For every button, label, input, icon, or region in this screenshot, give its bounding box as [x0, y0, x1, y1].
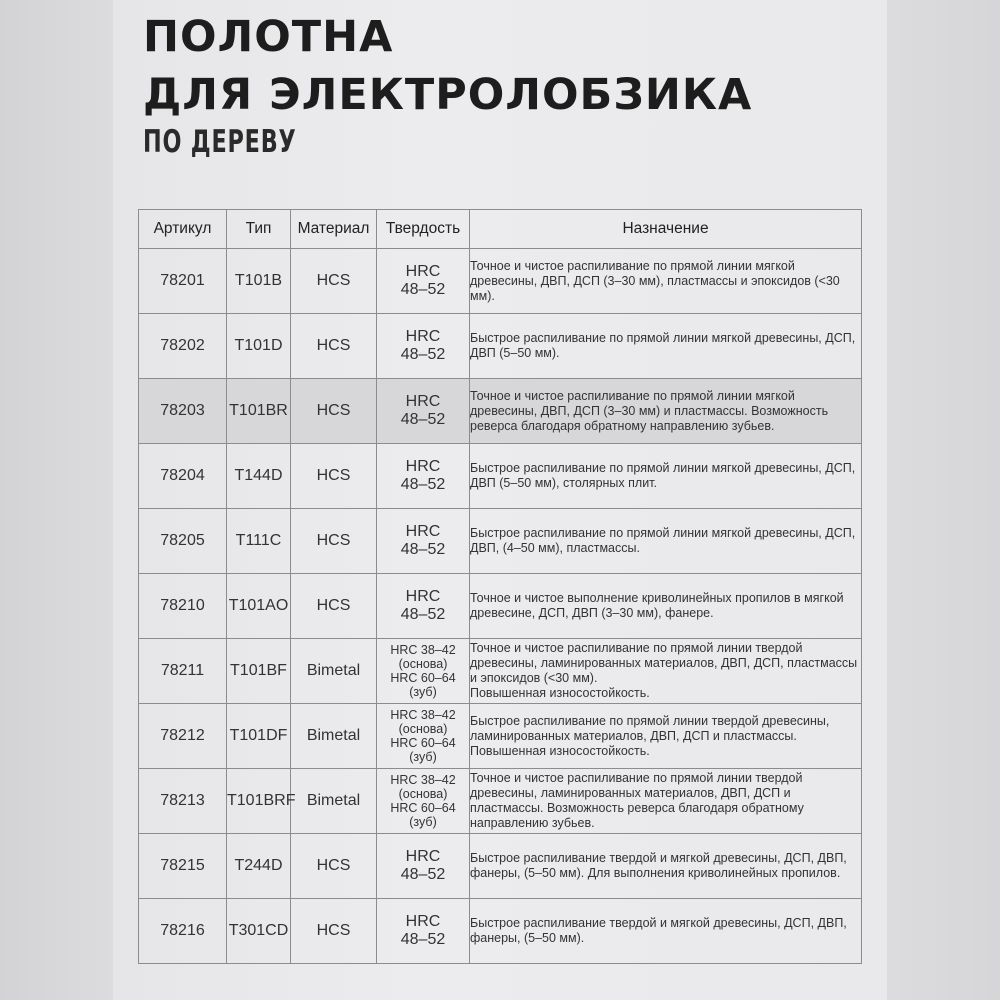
type-cell: T101BRF — [227, 769, 291, 834]
material-cell: HCS — [291, 444, 377, 509]
article-cell: 78216 — [139, 899, 227, 964]
material-cell: HCS — [291, 314, 377, 379]
table-row — [139, 444, 862, 509]
type-cell: T101BF — [227, 639, 291, 704]
purpose-cell — [470, 639, 862, 704]
blades-table — [138, 209, 862, 964]
purpose-cell: Точное и чистое выполнение криволинейных пропилов в мягкой древесине, ДСП, ДВП (3–30 мм), фанере. — [470, 574, 862, 639]
hardness-cell — [377, 314, 470, 379]
material-cell: HCS — [291, 899, 377, 964]
hardness-text: HRC 38–42 (основа) HRC 60–64 (зуб) — [390, 773, 456, 829]
article-cell: 78205 — [139, 509, 227, 574]
purpose-cell: Быстрое распиливание по прямой линии мягкой древесины, ДСП, ДВП, (4–50 мм), пластмассы. — [470, 509, 862, 574]
hardness-text: HRC 38–42 (основа) HRC 60–64 (зуб) — [390, 708, 456, 764]
table-header-row — [139, 210, 862, 249]
material-cell: HCS — [291, 574, 377, 639]
material-cell: HCS — [291, 509, 377, 574]
table-row — [139, 314, 862, 379]
column-header-material: Материал — [291, 210, 377, 249]
type-cell: T101D — [227, 314, 291, 379]
table-row — [139, 639, 862, 704]
type-cell: T301CD — [227, 899, 291, 964]
type-cell: T111C — [227, 509, 291, 574]
hardness-cell — [377, 574, 470, 639]
article-cell: 78213 — [139, 769, 227, 834]
material-cell: Bimetal — [291, 639, 377, 704]
background-left — [0, 0, 113, 1000]
hardness-cell — [377, 444, 470, 509]
table-row — [139, 574, 862, 639]
table-row — [139, 769, 862, 834]
hardness-text: HRC 48–52 — [400, 263, 446, 298]
hardness-text: HRC 48–52 — [400, 848, 446, 883]
type-cell: T244D — [227, 834, 291, 899]
material-cell: Bimetal — [291, 704, 377, 769]
table-row — [139, 379, 862, 444]
article-cell: 78211 — [139, 639, 227, 704]
material-cell: HCS — [291, 379, 377, 444]
purpose-cell: Быстрое распиливание по прямой линии мягкой древесины, ДСП, ДВП (5–50 мм), столярных плит. — [470, 444, 862, 509]
hardness-text: HRC 48–52 — [400, 393, 446, 428]
table-row — [139, 834, 862, 899]
hardness-cell — [377, 899, 470, 964]
hardness-text: HRC 48–52 — [400, 328, 446, 363]
hardness-cell — [377, 509, 470, 574]
article-cell: 78202 — [139, 314, 227, 379]
hardness-text: HRC 48–52 — [400, 458, 446, 493]
hardness-cell — [377, 834, 470, 899]
hardness-text: HRC 48–52 — [400, 523, 446, 558]
hardness-text: HRC 48–52 — [400, 913, 446, 948]
purpose-text: Точное и чистое распиливание по прямой линии твердой древесины, ламинированных материалов, ДВП, ДСП, пластмассы и эпоксидов (<30 мм). Повышенная износостойкость. — [470, 641, 858, 700]
column-header-purpose: Назначение — [470, 210, 862, 249]
background-right — [887, 0, 1000, 1000]
purpose-cell: Быстрое распиливание по прямой линии твердой древесины, ламинированных материалов, ДВП, ДСП и пластмассы. Повышенная износостойкость. — [470, 704, 862, 769]
hardness-cell — [377, 704, 470, 769]
table-row — [139, 704, 862, 769]
type-cell: T101AO — [227, 574, 291, 639]
table-row — [139, 899, 862, 964]
article-cell: 78201 — [139, 249, 227, 314]
material-cell: HCS — [291, 834, 377, 899]
hardness-text: HRC 48–52 — [400, 588, 446, 623]
type-cell: T101B — [227, 249, 291, 314]
purpose-cell: Быстрое распиливание твердой и мягкой древесины, ДСП, ДВП, фанеры, (5–50 мм). — [470, 899, 862, 964]
purpose-cell: Точное и чистое распиливание по прямой линии мягкой древесины, ДВП, ДСП (3–30 мм) и пластмассы. Возможность реверса благодаря обратному направлению зубьев. — [470, 379, 862, 444]
hardness-cell — [377, 639, 470, 704]
purpose-cell: Быстрое распиливание по прямой линии мягкой древесины, ДСП, ДВП (5–50 мм). — [470, 314, 862, 379]
article-cell: 78212 — [139, 704, 227, 769]
article-cell: 78210 — [139, 574, 227, 639]
purpose-cell: Точное и чистое распиливание по прямой линии твердой древесины, ламинированных материалов, ДВП, ДСП и пластмассы. Возможность реверса благодаря обратному направлению зубьев. — [470, 769, 862, 834]
type-cell: T144D — [227, 444, 291, 509]
purpose-cell: Точное и чистое распиливание по прямой линии мягкой древесины, ДВП, ДСП (3–30 мм), пластмассы и эпоксидов (<30 мм). — [470, 249, 862, 314]
material-cell: HCS — [291, 249, 377, 314]
hardness-cell — [377, 379, 470, 444]
type-cell: T101BR — [227, 379, 291, 444]
article-cell: 78203 — [139, 379, 227, 444]
page-title: ПОЛОТНА ДЛЯ ЭЛЕКТРОЛОБЗИКА — [143, 12, 753, 120]
hardness-cell — [377, 769, 470, 834]
page-subtitle: ПО ДЕРЕВУ — [143, 124, 297, 160]
column-header-hardness: Твердость — [377, 210, 470, 249]
column-header-article: Артикул — [139, 210, 227, 249]
hardness-text: HRC 38–42 (основа) HRC 60–64 (зуб) — [390, 643, 456, 699]
table-row — [139, 509, 862, 574]
type-cell: T101DF — [227, 704, 291, 769]
purpose-cell: Быстрое распиливание твердой и мягкой древесины, ДСП, ДВП, фанеры, (5–50 мм). Для выполнения криволинейных пропилов. — [470, 834, 862, 899]
article-cell: 78204 — [139, 444, 227, 509]
table-row — [139, 249, 862, 314]
material-cell: Bimetal — [291, 769, 377, 834]
hardness-cell — [377, 249, 470, 314]
article-cell: 78215 — [139, 834, 227, 899]
column-header-type: Тип — [227, 210, 291, 249]
